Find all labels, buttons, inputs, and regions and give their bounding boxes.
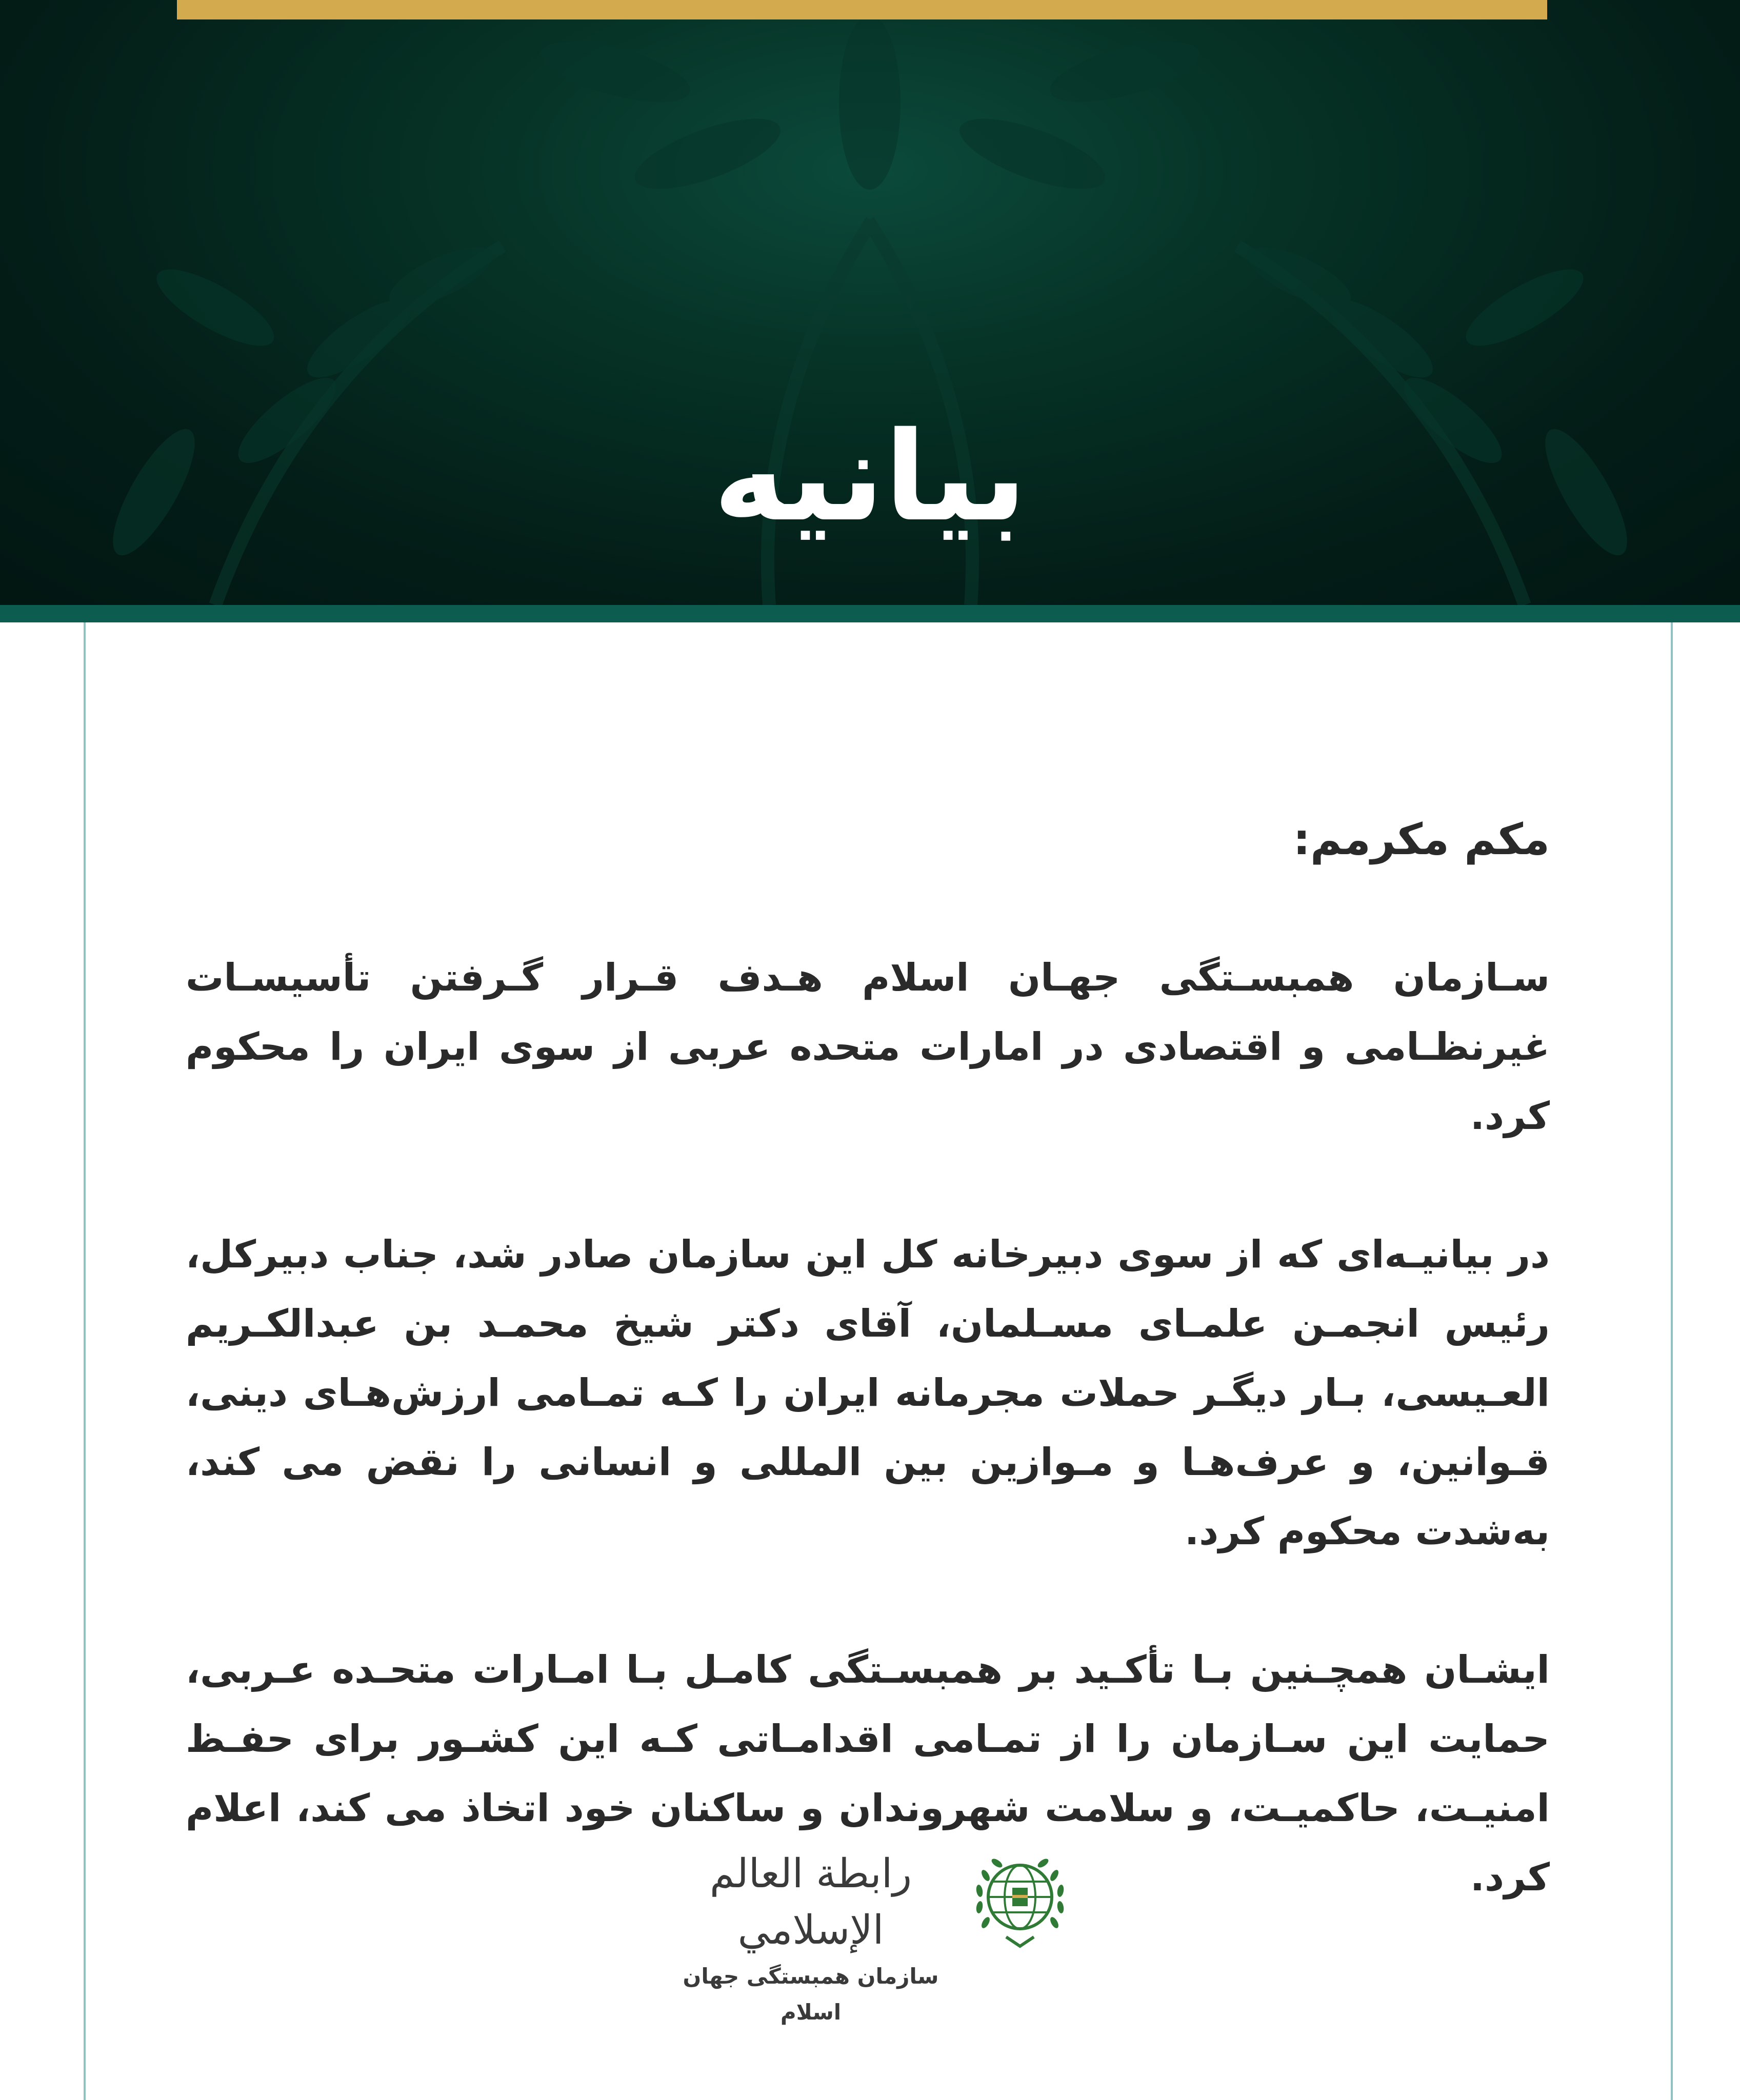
logo-persian-name: سازمان همبستگی جهان اسلام bbox=[683, 1964, 939, 2025]
paragraph-2: در بیانیـه‌ای که از سوی دبیرخانه کل این سازمان صادر شد، جناب دبیرکل، رئیس انجمـن علمـای مسـلمان، آقای دکتر شیخ محمـد بن عبدالکـریم العـیسی، بـار دیگـر حملات مجرمانه ایران را کـه تمـامی ارزش‌هـای دینی، قـوانین، و عرف‌هـا و مـوازین بین المللی و انسانی را نقض می کند، به‌شدت محکوم کرد. bbox=[186, 1233, 1550, 1553]
right-frame-line bbox=[1671, 622, 1673, 2100]
page-title: بیانیه bbox=[713, 405, 1027, 549]
statement-body bbox=[186, 805, 1550, 1982]
paragraph-3: ایشـان همچـنین بـا تأکـید بر همبسـتگی کامـل بـا امـارات متحـده عـربی، حمایت این سـازمان را از تمـامی اقدامـاتی کـه این کشـور برای حفـظ امنیـت، حاکمیـت، و سلامت شهروندان و ساکنان خود اتخاذ می کند، اعلام کرد. bbox=[186, 1648, 1550, 1900]
salutation: مکم مکرمم: bbox=[1293, 814, 1550, 864]
header-banner bbox=[0, 0, 1740, 605]
logo-arabic-name: رابطة العالم الإسلامي bbox=[709, 1851, 912, 1953]
header-divider-band bbox=[0, 605, 1740, 622]
left-frame-line bbox=[84, 622, 86, 2100]
logo-text bbox=[665, 1846, 957, 2030]
muslim-world-league-emblem-icon bbox=[965, 1846, 1075, 1953]
paragraph-1: سـازمان همبسـتگی جهـان اسلام هـدف قـرار گـرفتن تأسیسـات غیرنظـامی و اقتصادی در امارات متحده عربی از سوی ایران را محکوم کرد. bbox=[186, 956, 1550, 1138]
gold-top-bar bbox=[177, 0, 1547, 19]
organization-logo bbox=[665, 1846, 1075, 2025]
